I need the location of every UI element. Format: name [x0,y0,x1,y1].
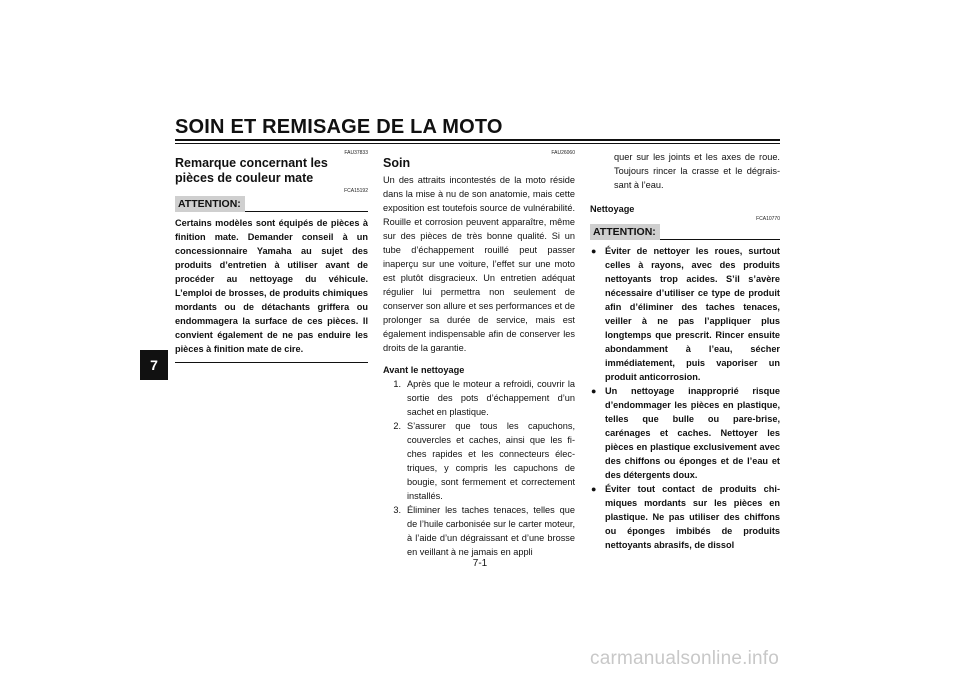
intro-paragraph: Un des attraits incontestés de la moto réside dans la mise à nu de son anatomie, mais cette exposition est toutefois source de vulnérabilité. Rouille et corrosion peuvent apparaître, même sur des pièces de très bonne qualité. Si un tube d’échappement rouillé peut passer inaperçu sur une voiture, l’effet sur une moto est plutôt disgracieux. Un entretien adéquat régulier lui permettra non seulement de conserver son allure et ses performances et de prolonger sa durée de service, mais est également indispensable afin de conserver les droits de la garantie. [383,175,575,353]
column-left [175,150,368,363]
bullet-text: Éviter de nettoyer les roues, surtout celles à rayons, avec des produits nettoyants trop acides. S’il s’avère nécessaire d’utiliser ce type de produit afin d’éliminer des taches tenaces, veiller à ne pas l’appliquer plus longtemps que prescrit. Rincer ensuite abondamment à l’eau, sécher immédiatement, puis vaporiser un produit anticorrosion. [605,246,780,382]
list-item [590,244,780,384]
bullet-text: Éviter tout contact de produits chimiques mordants sur les pièces en plastique. Ne pas utiliser des chiffons ou éponges imbibés de produits nettoyants abrasifs, de dissol [605,484,780,550]
page-number: 7-1 [472,558,488,569]
watermark-text: carmanualsonline.info [590,648,780,669]
attention-end-rule [175,362,368,363]
attention-rule [660,239,780,240]
bullet-icon: ● [591,484,597,494]
attention-code: FCA10770 [756,216,780,222]
subheading-cleaning: Nettoyage [590,204,635,214]
subheading-before-cleaning: Avant le nettoyage [383,365,465,375]
section-heading-matte: Remarque concernant les pièces de couleur mate [175,156,328,185]
continued-step-text: quer sur les joints et les axes de roue. Toujours rincer la crasse et le dégraissant à l’eau. [614,152,780,190]
list-item [590,482,780,552]
column-right [590,150,780,552]
bullet-icon: ● [591,386,597,396]
step-number: 2. [393,421,401,431]
column-middle [383,150,575,559]
page-title: SOIN ET REMISAGE DE LA MOTO [175,116,503,138]
title-rule-thin [175,143,780,144]
list-item [383,503,575,559]
attention-header [590,224,780,240]
section-heading-soin: Soin [383,156,411,170]
attention-header [175,196,368,212]
list-item [383,419,575,503]
step-number: 3. [393,505,401,515]
attention-label: ATTENTION: [590,224,660,240]
attention-label: ATTENTION: [175,196,245,212]
bullet-icon: ● [591,246,597,256]
attention-text: Certains modèles sont équipés de pièces à finition mate. Demander conseil à un concessionnaire Yamaha au sujet des produits d’entretien à utiliser avant de procéder au nettoyage du véhicule. L’emploi de brosses, de produits chimiques mordants ou de détachants griffera ou endommagera la surface de ces pièces. Il convient également de ne pas enduire les pièces à finition mate de cire. [175,218,368,354]
bullet-text: Un nettoyage inapproprié risque d’endommager les pièces en plastique, telles que bulle ou pare-brise, carénages et caches. Nettoyer les pièces en plastique exclusivement avec des chiffons ou éponges et de l’eau et des détergents doux. [605,386,780,480]
step-text: Après que le moteur a refroidi, couvrir la sortie des pots d’échappement d’un sachet en plastique. [407,379,575,417]
step-number: 1. [393,379,401,389]
section-code: FAU37833 [344,150,368,156]
steps-list [383,377,575,559]
attention-rule [245,211,368,212]
chapter-tab: 7 [140,350,168,380]
attention-code: FCA15192 [344,188,368,194]
title-rule [175,139,780,141]
step-text: Éliminer les taches tenaces, telles que de l’huile carbonisée sur le carter moteur, à l’aide d’un dégraissant et d’une brosse en veillant à ne jamais en appli [407,505,576,557]
list-item [383,377,575,419]
attention-bullets [590,244,780,552]
list-item [590,384,780,482]
step-text: S’assurer que tous les capuchons, couvercles et caches, ainsi que les fiches rapides et les connecteurs électriques, y compris les capuchons de bougie, sont fermement et correctement installés. [407,421,575,501]
section-code: FAU26060 [551,150,575,156]
